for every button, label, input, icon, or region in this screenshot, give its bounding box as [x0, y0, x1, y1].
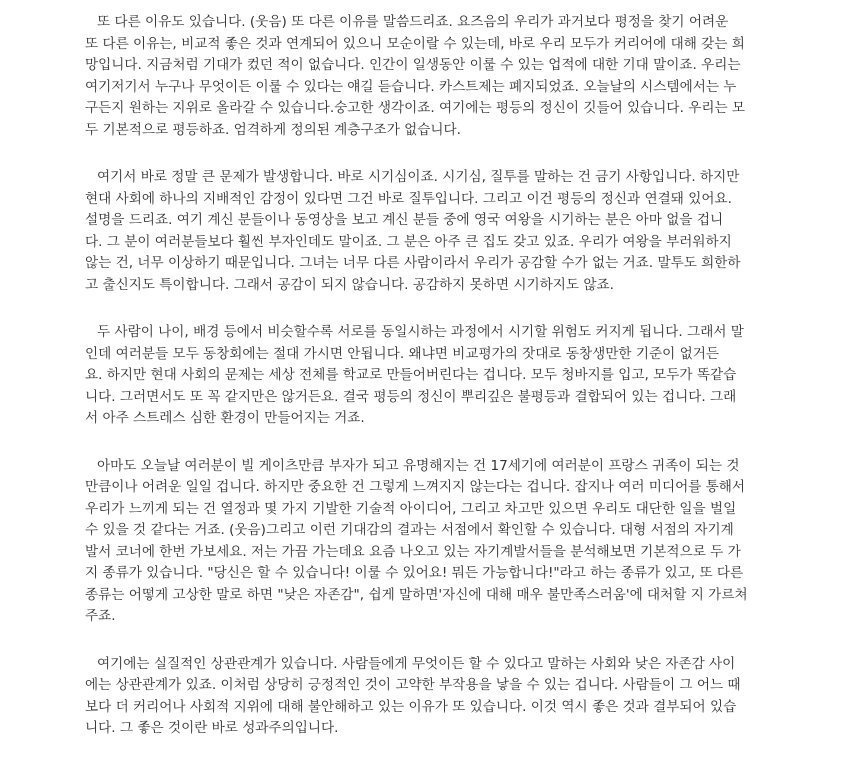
text-line: 다. 그 분이 여러분들보다 훨씬 부자인데도 말이죠. 그 분은 아주 큰 집도 갖고 있죠. 우리가 여왕을 부러워하지 — [85, 233, 732, 250]
text-line: 에는 상관관계가 있죠. 이처럼 상당히 긍정적인 것이 고약한 부작용을 낳을 수 있는 겁니다. 사람들이 그 어느 때 — [85, 677, 741, 693]
text-line: 또 다른 이유는, 비교적 좋은 것과 연계되어 있으니 모순이랄 수 있는데, 바로 우리 모두가 커리어에 대해 갖는 희 — [85, 35, 745, 52]
text-line: 보다 더 커리어나 사회적 지위에 대해 불안해하고 있는 이유가 또 있습니다. 이것 역시 좋은 것과 결부되어 있습 — [85, 698, 737, 715]
text-line: 니다. 그러면서도 또 꼭 같지만은 않거든요. 결국 평등의 정신이 뿌리깊은 불평등과 결합되어 있는 겁니다. 그래 — [85, 388, 737, 405]
text-line: 요. 하지만 현대 사회의 문제는 세상 전체를 학교로 만들어버린다는 겁니다. 모두 청바지를 입고, 모두가 똑같습 — [85, 367, 737, 383]
text-line: 여기저기서 누구나 무엇이든 이룰 수 있다는 얘길 듣습니다. 카스트제는 폐지되었죠. 오늘날의 시스템에서는 누 — [85, 78, 737, 95]
text-line: 만큼이나 어려운 일일 겁니다. 하지만 중요한 건 그렇게 느껴지지 않는다는 겁니다. 잡지나 여러 미디어를 통해서 — [85, 479, 746, 495]
text-line: 지 종류가 있습니다. "당신은 할 수 있습니다! 이룰 수 있어요! 뭐든 가능합니다!"라고 하는 종류가 있고, 또 다른 — [85, 565, 744, 581]
text-line: 또 다른 이유도 있습니다. (웃음) 또 다른 이유를 말씀드리죠. 요즈음의 우리가 과거보다 평정을 찾기 어려운 — [97, 14, 729, 30]
text-line: 주죠. — [85, 608, 116, 624]
text-line: 현대 사회에 하나의 지배적인 감정이 있다면 그건 바로 질투입니다. 그리고 이건 평등의 정신과 연결돼 있어요. — [85, 190, 732, 207]
text-line: 망입니다. 지금처럼 기대가 컸던 적이 없습니다. 인간이 일생동안 이룰 수 있는 업적에 대한 기대 말이죠. 우리는 — [85, 57, 741, 73]
text-line: 발서 코너에 한번 가보세요. 저는 가끔 가는데요 요즘 나오고 있는 자기계발서들을 분석해보면 기본적으로 두 가 — [85, 543, 741, 560]
text-line: 인데 여러분들 모두 동창회에는 절대 가시면 안됩니다. 왜냐면 비교평가의 잣대로 동창생만한 기준이 없거든 — [85, 345, 719, 362]
text-line: 여기에는 실질적인 상관관계가 있습니다. 사람들에게 무엇이든 할 수 있다고 말하는 사회와 낮은 자존감 사이 — [97, 655, 736, 672]
paragraph-5 — [85, 654, 775, 740]
paragraph-2 — [85, 167, 775, 296]
text-line: 두 사람이 나이, 배경 등에서 비슷할수록 서로를 동일시하는 과정에서 시기할 위험도 커지게 됩니다. 그래서 말 — [97, 324, 744, 340]
text-line: 여기서 바로 정말 큰 문제가 발생합니다. 바로 시기심이죠. 시기심, 질투를 말하는 건 금기 사항입니다. 하지만 — [97, 169, 740, 185]
text-line: 종류는 어떻게 고상한 말로 하면 "낮은 자존감", 쉽게 말하면'자신에 대해 매우 불만족스러움'에 대처할 지 가르쳐 — [85, 586, 748, 603]
text-line: 아마도 오늘날 여러분이 빌 게이츠만큼 부자가 되고 유명해지는 건 17세기에 여러분이 프랑스 귀족이 되는 것 — [97, 457, 740, 474]
text-line: 고 출신지도 특이합니다. 그래서 공감이 되지 않습니다. 공감하지 못하면 시기하지도 않죠. — [85, 276, 614, 293]
text-line: 니다. 그 좋은 것이란 바로 성과주의입니다. — [85, 720, 339, 736]
text-line: 설명을 드리죠. 여기 계신 분들이나 동영상을 보고 계신 분들 중에 영국 여왕을 시기하는 분은 아마 없을 겁니 — [85, 212, 724, 228]
text-line: 두 기본적으로 평등하죠. 엄격하게 정의된 계층구조가 없습니다. — [85, 121, 461, 138]
paragraph-4 — [85, 456, 775, 628]
text-line: 우리가 느끼게 되는 건 열정과 몇 가지 기발한 기술적 아이디어, 그리고 차고만 있으면 우리도 대단한 일을 벌일 — [85, 500, 737, 517]
text-line: 구든지 원하는 지위로 올라갈 수 있습니다.숭고한 생각이죠. 여기에는 평등의 정신이 깃들어 있습니다. 우리는 모 — [85, 100, 746, 116]
text-line: 않는 건, 너무 이상하기 때문입니다. 그녀는 너무 다른 사람이라서 우리가 공감할 수가 없는 거죠. 말투도 희한하 — [85, 255, 741, 271]
text-line: 수 있을 것 같다는 거죠. (웃음)그리고 이런 기대감의 결과는 서점에서 확인할 수 있습니다. 대형 서점의 자기계 — [85, 522, 734, 538]
text-line: 서 아주 스트레스 심한 환경이 만들어지는 거죠. — [85, 410, 365, 426]
paragraph-1 — [85, 12, 775, 141]
paragraph-3 — [85, 322, 775, 430]
article-body — [85, 12, 775, 766]
